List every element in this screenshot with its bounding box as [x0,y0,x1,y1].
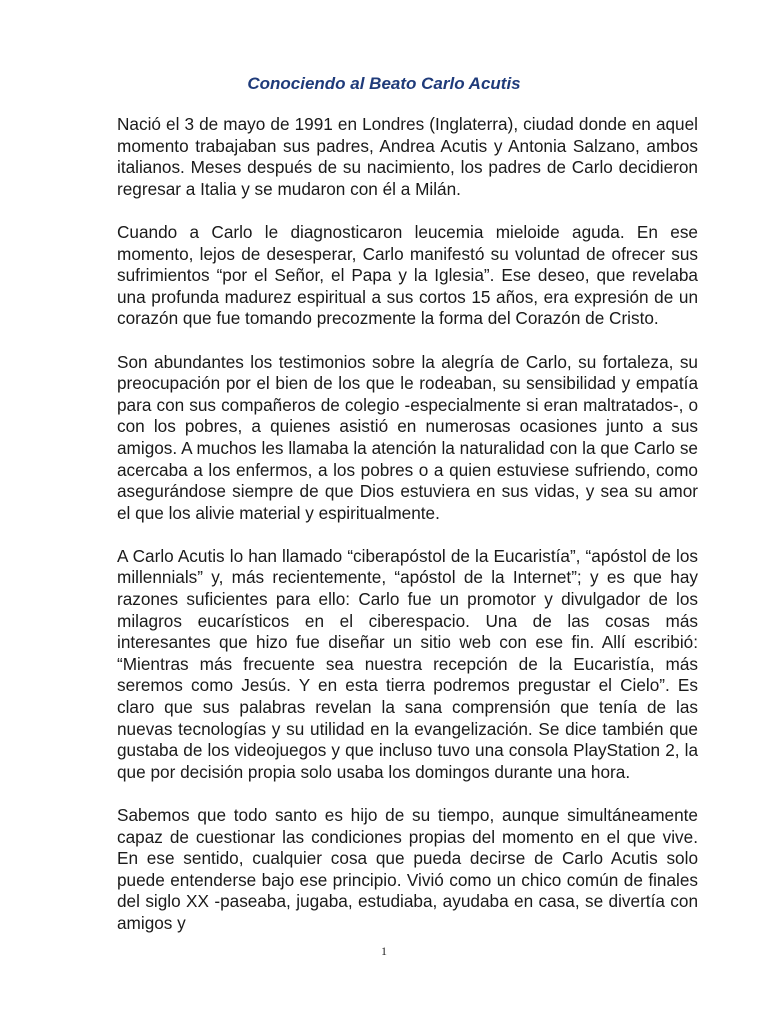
paragraph-cyberapostle: A Carlo Acutis lo han llamado “ciberapóstol de la Eucaristía”, “apóstol de los millennials” y, más recientemente, “apóstol de la Internet”; y es que hay razones suficientes para ello: Carlo fue un promotor y divulgador de los milagros eucarísticos en el ciberespacio. Una de las cosas más interesantes que hizo fue diseñar un sitio web con ese fin. Allí escribió: “Mientras más frecuente sea nuestra recepción de la Eucaristía, más seremos como Jesús. Y en esta tierra podremos pregustar el Cielo”. Es claro que sus palabras revelan la sana comprensión que tenía de las nuevas tecnologías y su utilidad en la evangelización. Se dice también que gustaba de los videojuegos y que incluso tuvo una consola PlayStation 2, la que por decisión propia solo usaba los domingos durante una hora. [117,545,698,782]
document-title: Conociendo al Beato Carlo Acutis [247,74,521,93]
paragraph-testimonies: Son abundantes los testimonios sobre la alegría de Carlo, su fortaleza, su preocupación por el bien de los que le rodeaban, su sensibilidad y empatía para con sus compañeros de colegio -especialmente si eran maltratados-, o con los pobres, a quienes asistió en numerosas ocasiones junto a sus amigos. A muchos les llamaba la atención la naturalidad con la que Carlo se acercaba a los enfermos, a los pobres o a quien estuviese sufriendo, como asegurándose siempre de que Dios estuviera en sus vidas, y sea su amor el que los alivie material y espiritualmente. [117,351,698,523]
paragraph-illness: Cuando a Carlo le diagnosticaron leucemia mieloide aguda. En ese momento, lejos de desesperar, Carlo manifestó su voluntad de ofrecer sus sufrimientos “por el Señor, el Papa y la Iglesia”. Ese deseo, que revelaba una profunda madurez espiritual a sus cortos 15 años, era expresión de un corazón que fue tomando precozmente la forma del Corazón de Cristo. [117,221,698,329]
paragraph-his-time: Sabemos que todo santo es hijo de su tiempo, aunque simultáneamente capaz de cuestionar las condiciones propias del momento en el que vive. En ese sentido, cualquier cosa que pueda decirse de Carlo Acutis solo puede entenderse bajo ese principio. Vivió como un chico común de finales del siglo XX -paseaba, jugaba, estudiaba, ayudaba en casa, se divertía con amigos y [117,805,698,933]
document-body [117,114,698,956]
page-number: 1 [381,944,387,958]
paragraph-birth: Nació el 3 de mayo de 1991 en Londres (Inglaterra), ciudad donde en aquel momento trabajaban sus padres, Andrea Acutis y Antonia Salzano, ambos italianos. Meses después de su nacimiento, los padres de Carlo decidieron regresar a Italia y se mudaron con él a Milán. [117,114,698,199]
